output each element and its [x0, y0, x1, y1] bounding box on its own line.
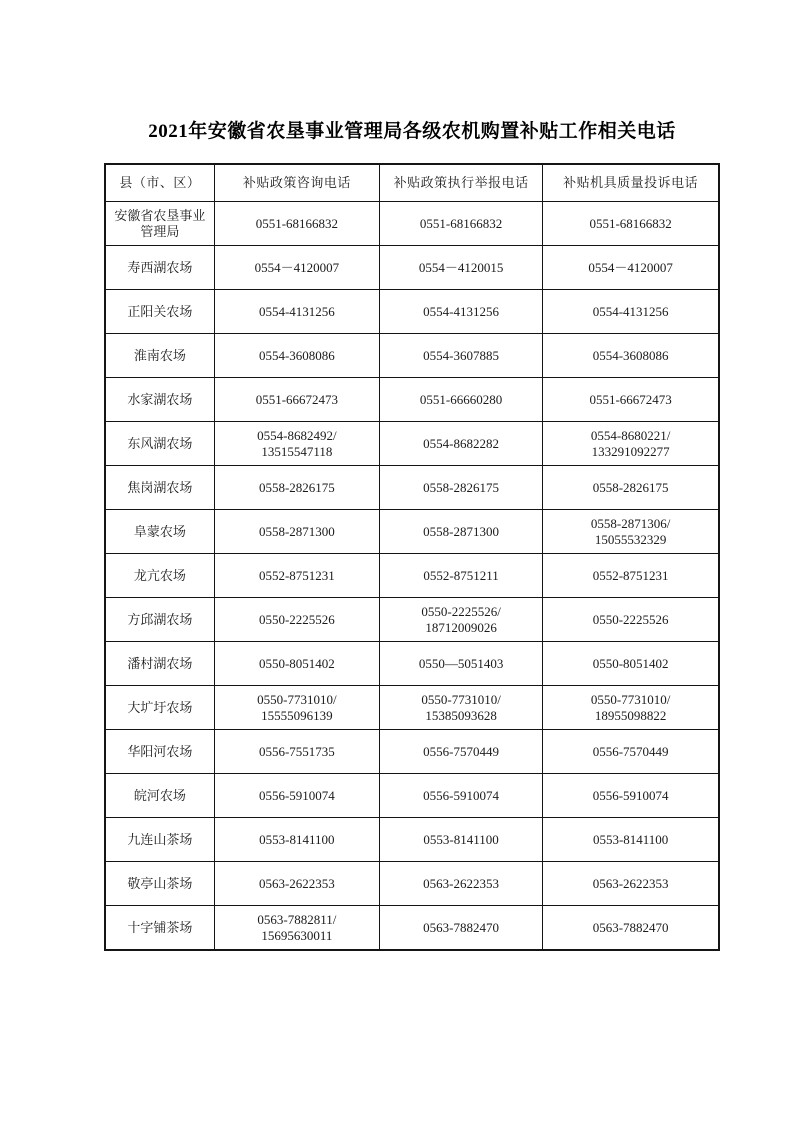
- complaint-phone-cell: 0550-2225526: [543, 598, 719, 642]
- farm-name-cell: 正阳关农场: [105, 290, 214, 334]
- consult-phone-cell: 0554-4131256: [214, 290, 379, 334]
- report-phone-cell: 0554－4120015: [379, 246, 542, 290]
- complaint-phone-cell: 0553-8141100: [543, 818, 719, 862]
- complaint-phone-cell: 0558-2826175: [543, 466, 719, 510]
- farm-name-cell: 龙亢农场: [105, 554, 214, 598]
- consult-phone-cell: 0563-2622353: [214, 862, 379, 906]
- consult-phone-cell: 0558-2826175: [214, 466, 379, 510]
- farm-name-cell: 九连山茶场: [105, 818, 214, 862]
- farm-name-cell: 东风湖农场: [105, 422, 214, 466]
- report-phone-cell: 0550-2225526/ 18712009026: [379, 598, 542, 642]
- consult-phone-cell: 0556-7551735: [214, 730, 379, 774]
- report-phone-cell: 0554-3607885: [379, 334, 542, 378]
- farm-name-cell: 潘村湖农场: [105, 642, 214, 686]
- page-title: 2021年安徽省农垦事业管理局各级农机购置补贴工作相关电话: [148, 121, 676, 142]
- report-phone-cell: 0552-8751211: [379, 554, 542, 598]
- farm-name-cell: 阜蒙农场: [105, 510, 214, 554]
- consult-phone-cell: 0550-2225526: [214, 598, 379, 642]
- complaint-phone-cell: 0563-7882470: [543, 906, 719, 951]
- table-row: [105, 774, 719, 818]
- table-row: [105, 290, 719, 334]
- header-report-phone: 补贴政策执行举报电话: [379, 164, 542, 202]
- table-row: [105, 422, 719, 466]
- table-row: [105, 246, 719, 290]
- complaint-phone-cell: 0551-68166832: [543, 202, 719, 246]
- farm-name-cell: 焦岗湖农场: [105, 466, 214, 510]
- consult-phone-cell: 0550-7731010/ 15555096139: [214, 686, 379, 730]
- farm-name-cell: 淮南农场: [105, 334, 214, 378]
- consult-phone-cell: 0558-2871300: [214, 510, 379, 554]
- complaint-phone-cell: 0554-8680221/ 133291092277: [543, 422, 719, 466]
- complaint-phone-cell: 0563-2622353: [543, 862, 719, 906]
- table-header: [105, 164, 719, 202]
- consult-phone-cell: 0550-8051402: [214, 642, 379, 686]
- consult-phone-cell: 0551-68166832: [214, 202, 379, 246]
- farm-name-cell: 皖河农场: [105, 774, 214, 818]
- farm-name-cell: 方邱湖农场: [105, 598, 214, 642]
- complaint-phone-cell: 0552-8751231: [543, 554, 719, 598]
- farm-name-cell: 水家湖农场: [105, 378, 214, 422]
- report-phone-cell: 0563-2622353: [379, 862, 542, 906]
- table-row: [105, 730, 719, 774]
- table-row: [105, 334, 719, 378]
- complaint-phone-cell: 0554-4131256: [543, 290, 719, 334]
- table-row: [105, 862, 719, 906]
- consult-phone-cell: 0554-3608086: [214, 334, 379, 378]
- report-phone-cell: 0550-7731010/ 15385093628: [379, 686, 542, 730]
- complaint-phone-cell: 0550-8051402: [543, 642, 719, 686]
- report-phone-cell: 0563-7882470: [379, 906, 542, 951]
- farm-name-cell: 大圹圩农场: [105, 686, 214, 730]
- farm-name-cell: 安徽省农垦事业 管理局: [105, 202, 214, 246]
- report-phone-cell: 0551-68166832: [379, 202, 542, 246]
- consult-phone-cell: 0551-66672473: [214, 378, 379, 422]
- table-row: [105, 202, 719, 246]
- table-row: [105, 554, 719, 598]
- table-row: [105, 466, 719, 510]
- phone-table-container: [104, 163, 720, 951]
- report-phone-cell: 0556-7570449: [379, 730, 542, 774]
- consult-phone-cell: 0556-5910074: [214, 774, 379, 818]
- table-row: [105, 642, 719, 686]
- report-phone-cell: 0554-8682282: [379, 422, 542, 466]
- report-phone-cell: 0550—5051403: [379, 642, 542, 686]
- complaint-phone-cell: 0556-5910074: [543, 774, 719, 818]
- table-row: [105, 686, 719, 730]
- farm-name-cell: 敬亭山茶场: [105, 862, 214, 906]
- consult-phone-cell: 0554－4120007: [214, 246, 379, 290]
- table-row: [105, 818, 719, 862]
- consult-phone-cell: 0553-8141100: [214, 818, 379, 862]
- complaint-phone-cell: 0554-3608086: [543, 334, 719, 378]
- report-phone-cell: 0558-2871300: [379, 510, 542, 554]
- complaint-phone-cell: 0554－4120007: [543, 246, 719, 290]
- report-phone-cell: 0551-66660280: [379, 378, 542, 422]
- consult-phone-cell: 0563-7882811/ 15695630011: [214, 906, 379, 951]
- farm-name-cell: 寿西湖农场: [105, 246, 214, 290]
- table-body: [105, 202, 719, 951]
- report-phone-cell: 0554-4131256: [379, 290, 542, 334]
- header-row: [105, 164, 719, 202]
- table-row: [105, 510, 719, 554]
- report-phone-cell: 0553-8141100: [379, 818, 542, 862]
- report-phone-cell: 0556-5910074: [379, 774, 542, 818]
- complaint-phone-cell: 0551-66672473: [543, 378, 719, 422]
- table-row: [105, 598, 719, 642]
- complaint-phone-cell: 0558-2871306/ 15055532329: [543, 510, 719, 554]
- header-county: 县（市、区）: [105, 164, 214, 202]
- consult-phone-cell: 0552-8751231: [214, 554, 379, 598]
- report-phone-cell: 0558-2826175: [379, 466, 542, 510]
- header-complaint-phone: 补贴机具质量投诉电话: [543, 164, 719, 202]
- farm-name-cell: 华阳河农场: [105, 730, 214, 774]
- farm-name-cell: 十字铺茶场: [105, 906, 214, 951]
- phone-table: [104, 163, 720, 951]
- table-row: [105, 906, 719, 951]
- consult-phone-cell: 0554-8682492/ 13515547118: [214, 422, 379, 466]
- header-consult-phone: 补贴政策咨询电话: [214, 164, 379, 202]
- complaint-phone-cell: 0556-7570449: [543, 730, 719, 774]
- table-row: [105, 378, 719, 422]
- complaint-phone-cell: 0550-7731010/ 18955098822: [543, 686, 719, 730]
